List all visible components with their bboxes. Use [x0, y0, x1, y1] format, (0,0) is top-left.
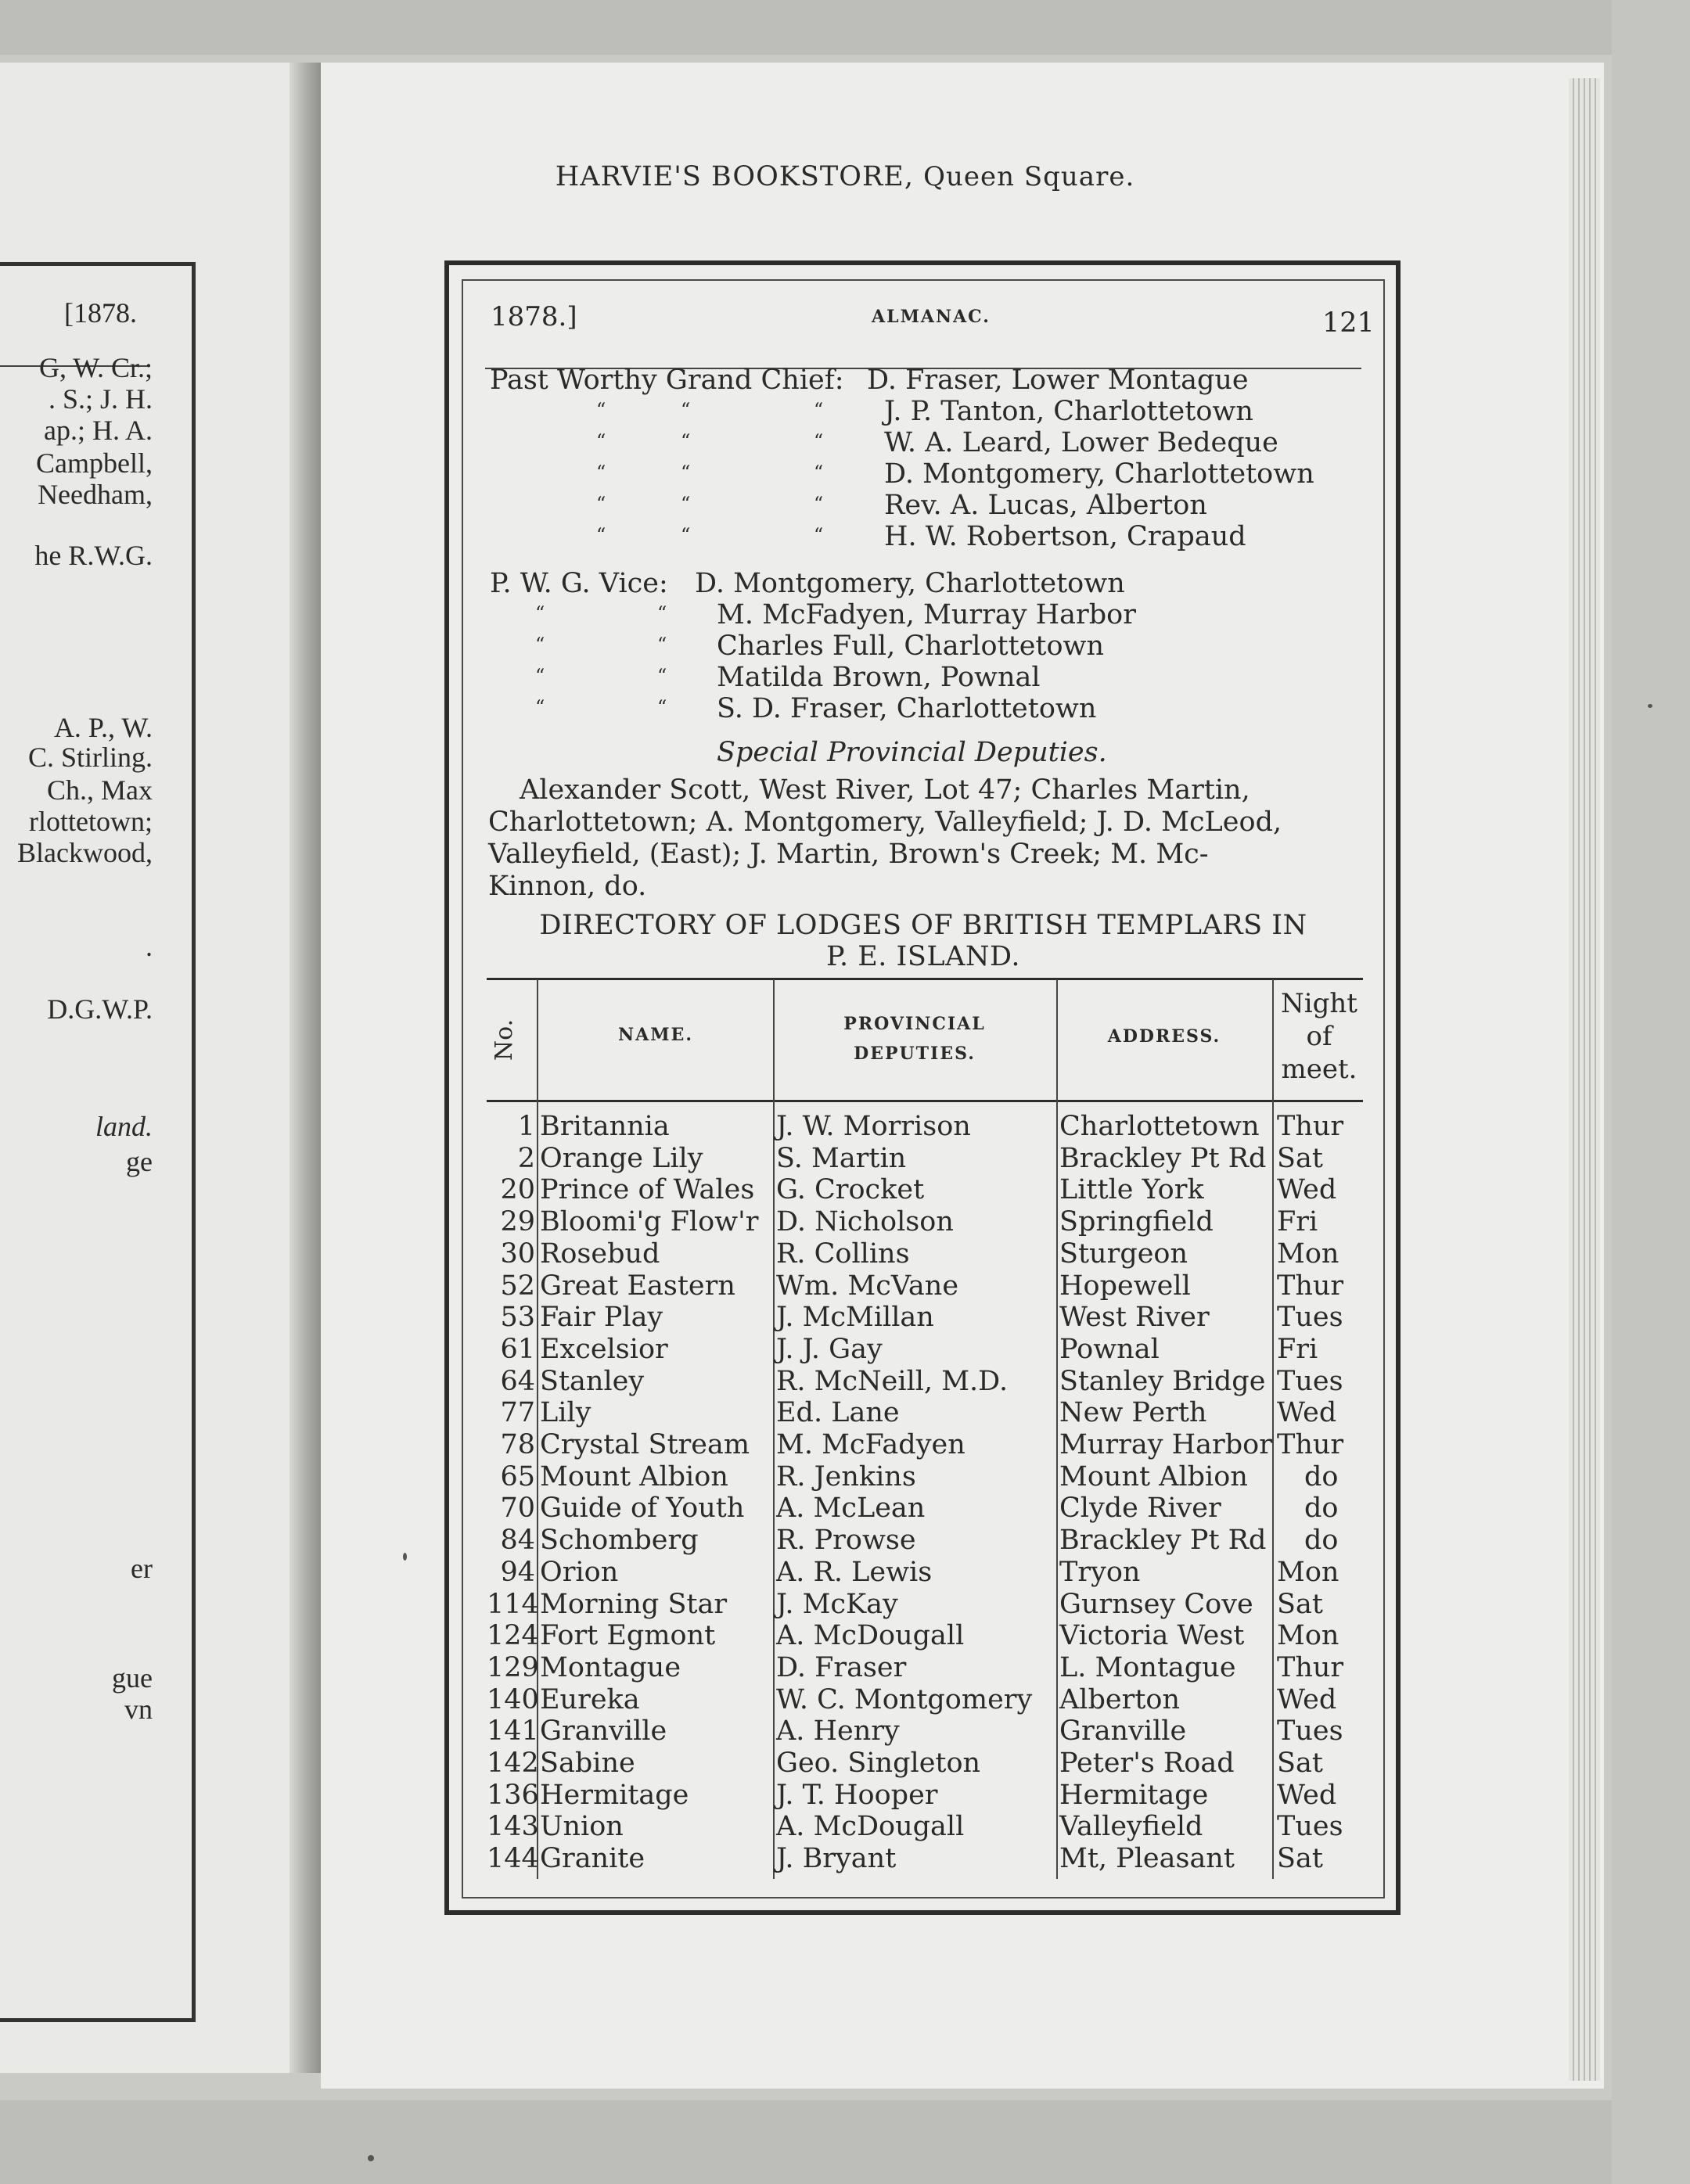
ditto-mark: “: [535, 602, 545, 624]
lodge-name: Britannia: [540, 1111, 670, 1142]
pwgc-name: W. A. Leard, Lower Bedeque: [884, 427, 1278, 458]
left-page-frame: [0, 262, 196, 2022]
lodge-deputy: A. McLean: [776, 1493, 926, 1525]
lodge-number: 78: [500, 1429, 535, 1460]
ditto-mark: “: [814, 524, 824, 546]
lodge-deputy: S. Martin: [776, 1142, 907, 1174]
lodge-deputy: W. C. Montgomery: [776, 1683, 1033, 1715]
lodge-name: Lily: [540, 1397, 592, 1429]
directory-title-line-1: DIRECTORY OF LODGES OF BRITISH TEMPLARS IN: [539, 910, 1307, 941]
lodge-name: Rosebud: [540, 1237, 660, 1270]
table-header-rule: [487, 1100, 1363, 1102]
lodge-meeting-night: Wed: [1277, 1174, 1337, 1206]
table-row: [487, 1238, 1363, 1270]
scan-border-top: [0, 0, 1690, 55]
column-header-address: ADDRESS.: [1107, 1026, 1221, 1047]
lodge-deputy: A. R. Lewis: [776, 1556, 933, 1588]
lodge-address: Gurnsey Cove: [1059, 1588, 1253, 1620]
table-row: [487, 1525, 1363, 1557]
book-gutter: [289, 63, 321, 2073]
lodge-deputy: Ed. Lane: [776, 1397, 900, 1429]
ditto-mark: “: [814, 493, 824, 515]
special-deputies-heading: Special Provincial Deputies.: [717, 737, 1107, 768]
lodge-deputy: Wm. McVane: [776, 1270, 959, 1302]
lodge-deputy: J. J. Gay: [776, 1333, 883, 1365]
lodge-name: Fort Egmont: [540, 1620, 716, 1652]
lodge-address: Sturgeon: [1059, 1237, 1188, 1270]
lodge-meeting-night: Wed: [1277, 1779, 1337, 1811]
lodge-address: Tryon: [1059, 1556, 1141, 1588]
special-deputies-line: Charlottetown; A. Montgomery, Valleyfield; J. D. McLeod,: [488, 806, 1282, 838]
lodge-meeting-night: Mon: [1277, 1556, 1339, 1588]
special-deputies-line: Valleyfield, (East); J. Martin, Brown's Creek; M. Mc-: [488, 839, 1209, 870]
lodge-deputy: D. Nicholson: [776, 1206, 954, 1238]
lodge-address: Brackley Pt Rd: [1059, 1142, 1267, 1174]
ditto-mark: “: [681, 493, 691, 515]
special-deputies-text: [488, 774, 1365, 903]
lodge-deputy: A. McDougall: [776, 1811, 965, 1843]
lodge-meeting-night: Thur: [1277, 1429, 1344, 1460]
scan-speck: [403, 1553, 407, 1561]
lodge-deputy: R. McNeill, M.D.: [776, 1365, 1009, 1397]
ditto-mark: “: [681, 399, 691, 421]
lodge-address: New Perth: [1059, 1397, 1207, 1429]
table-row: [487, 1748, 1363, 1780]
ditto-mark: “: [814, 462, 824, 483]
left-page-year: [1878.: [64, 297, 137, 329]
left-page-line: ge: [126, 1146, 153, 1177]
column-header-night-line: Night: [1281, 988, 1357, 1019]
table-row: [487, 1811, 1363, 1843]
lodge-name: Great Eastern: [540, 1270, 735, 1302]
lodge-meeting-night: Fri: [1277, 1333, 1318, 1365]
ditto-mark: “: [657, 696, 667, 718]
lodge-deputy: J. McKay: [776, 1588, 898, 1620]
lodge-meeting-night: Wed: [1277, 1397, 1337, 1429]
lodge-meeting-night: Tues: [1277, 1365, 1343, 1397]
left-page-line: .: [146, 931, 153, 962]
page-number: 121: [1322, 307, 1375, 339]
lodge-number: 143: [487, 1811, 539, 1843]
lodge-name: Sabine: [540, 1748, 635, 1779]
lodge-name: Orange Lily: [540, 1142, 703, 1174]
lodge-name: Orion: [540, 1556, 619, 1588]
table-row: [487, 1461, 1363, 1493]
lodge-deputy: J. Bryant: [776, 1843, 897, 1875]
lodge-number: 141: [487, 1715, 539, 1748]
special-deputies-line: Kinnon, do.: [488, 871, 647, 902]
lodge-meeting-night: Tues: [1277, 1811, 1343, 1843]
lodge-name: Mount Albion: [540, 1460, 728, 1493]
lodge-number: 70: [500, 1493, 535, 1525]
left-page-line: G, W. Cr.;: [38, 352, 153, 383]
lodge-meeting-night: do: [1304, 1493, 1339, 1525]
lodge-meeting-night: Sat: [1277, 1142, 1323, 1174]
column-header-deputies: [775, 1009, 1055, 1069]
table-row: [487, 1366, 1363, 1398]
lodge-number: 84: [500, 1525, 535, 1557]
lodge-name: Guide of Youth: [540, 1493, 745, 1525]
page-title: ALMANAC.: [872, 307, 991, 327]
lodge-meeting-night: Thur: [1277, 1651, 1344, 1683]
ditto-mark: “: [535, 634, 545, 656]
ditto-mark: “: [657, 602, 667, 624]
lodge-address: Hopewell: [1059, 1270, 1191, 1302]
lodge-meeting-night: Sat: [1277, 1588, 1323, 1620]
left-page-line: Blackwood,: [17, 837, 153, 868]
lodge-number: 30: [500, 1237, 535, 1270]
table-row: [487, 1780, 1363, 1812]
lodge-address: Springfield: [1059, 1206, 1214, 1238]
table-row: [487, 1620, 1363, 1652]
column-header-deputies-line: PROVINCIAL: [843, 1014, 986, 1034]
table-row: [487, 1557, 1363, 1589]
pwgc-name: Rev. A. Lucas, Alberton: [884, 490, 1207, 521]
lodge-number: 144: [487, 1843, 539, 1875]
column-header-no: No.: [491, 1018, 519, 1061]
ditto-mark: “: [535, 696, 545, 718]
lodge-number: 20: [500, 1174, 535, 1206]
pwg-vice-name: S. D. Fraser, Charlottetown: [717, 693, 1097, 724]
directory-title: [485, 910, 1361, 972]
lodge-number: 1: [517, 1111, 535, 1142]
lodge-address: Brackley Pt Rd: [1059, 1525, 1267, 1557]
lodge-name: Hermitage: [540, 1779, 689, 1811]
left-page-line: Campbell,: [36, 447, 153, 479]
left-page-line: rlottetown;: [29, 806, 153, 837]
lodge-number: 65: [500, 1460, 535, 1493]
table-top-rule: [487, 978, 1363, 980]
table-row: [487, 1206, 1363, 1238]
lodge-number: 142: [487, 1748, 539, 1779]
left-page-line: vn: [124, 1694, 153, 1725]
lodge-name: Fair Play: [540, 1302, 663, 1334]
pwgc-name: J. P. Tanton, Charlottetown: [884, 396, 1253, 427]
lodge-number: 140: [487, 1683, 539, 1715]
scan-border-bottom: [0, 2100, 1690, 2184]
lodge-address: L. Montague: [1059, 1651, 1236, 1683]
lodge-number: 52: [500, 1270, 535, 1302]
lodge-address: Murray Harbor: [1059, 1429, 1272, 1460]
directory-title-line-2: P. E. ISLAND.: [826, 941, 1020, 972]
table-row: [487, 1715, 1363, 1748]
lodge-number: 61: [500, 1333, 535, 1365]
ditto-mark: “: [596, 493, 606, 515]
lodge-meeting-night: Tues: [1277, 1302, 1343, 1334]
lodge-address: Alberton: [1059, 1683, 1180, 1715]
lodge-meeting-night: Tues: [1277, 1715, 1343, 1748]
ditto-mark: “: [681, 462, 691, 483]
ditto-mark: “: [681, 430, 691, 452]
table-row: [487, 1589, 1363, 1621]
table-row: [487, 1174, 1363, 1206]
column-header-deputies-line: DEPUTIES.: [854, 1044, 976, 1064]
page-edges: [1569, 78, 1600, 2081]
ditto-mark: “: [681, 524, 691, 546]
table-row: [487, 1270, 1363, 1302]
pwgc-name: D. Fraser, Lower Montague: [867, 365, 1249, 396]
lodge-meeting-night: do: [1304, 1525, 1339, 1557]
pwgc-name: D. Montgomery, Charlottetown: [884, 458, 1314, 490]
table-row: [487, 1143, 1363, 1175]
lodge-address: Hermitage: [1059, 1779, 1209, 1811]
lodge-deputy: R. Prowse: [776, 1525, 916, 1557]
table-row: [487, 1397, 1363, 1429]
lodge-name: Granite: [540, 1843, 645, 1875]
lodge-deputy: Geo. Singleton: [776, 1748, 981, 1779]
left-page-line: gue: [112, 1662, 153, 1694]
running-head-place: Queen Square.: [923, 161, 1135, 192]
lodge-name: Stanley: [540, 1365, 645, 1397]
pwg-vice-name: D. Montgomery, Charlottetown: [695, 568, 1125, 599]
lodge-meeting-night: Sat: [1277, 1748, 1323, 1779]
lodge-name: Montague: [540, 1651, 681, 1683]
lodge-meeting-night: Fri: [1277, 1206, 1318, 1238]
lodge-deputy: M. McFadyen: [776, 1429, 965, 1460]
lodge-number: 114: [487, 1588, 539, 1620]
special-deputies-line: Alexander Scott, West River, Lot 47; Charles Martin,: [520, 774, 1250, 806]
left-page-line: . S.; J. H.: [48, 383, 153, 415]
table-row: [487, 1684, 1363, 1716]
left-page-line: land.: [95, 1111, 153, 1142]
lodge-deputy: A. Henry: [776, 1715, 900, 1748]
lodge-name: Bloomi'g Flow'r: [540, 1206, 759, 1238]
running-head: [0, 161, 1690, 192]
lodge-address: Granville: [1059, 1715, 1187, 1748]
lodge-address: Valleyfield: [1059, 1811, 1203, 1843]
lodge-meeting-night: Wed: [1277, 1683, 1337, 1715]
lodge-deputy: J. W. Morrison: [776, 1111, 971, 1142]
lodge-deputy: D. Fraser: [776, 1651, 907, 1683]
pwg-vice-name: M. McFadyen, Murray Harbor: [717, 599, 1136, 630]
left-page: [0, 63, 313, 2073]
lodge-meeting-night: Mon: [1277, 1237, 1339, 1270]
scan-border-right: [1612, 0, 1690, 2184]
lodge-deputy: J. T. Hooper: [776, 1779, 938, 1811]
lodge-name: Excelsior: [540, 1333, 668, 1365]
left-page-line: D.G.W.P.: [47, 993, 153, 1025]
lodge-number: 136: [487, 1779, 539, 1811]
lodge-address: Charlottetown: [1059, 1111, 1260, 1142]
ditto-mark: “: [657, 665, 667, 687]
lodge-number: 94: [500, 1556, 535, 1588]
lodge-meeting-night: Thur: [1277, 1270, 1344, 1302]
lodge-deputy: A. McDougall: [776, 1620, 965, 1652]
ditto-mark: “: [596, 399, 606, 421]
ditto-mark: “: [814, 399, 824, 421]
lodge-address: Clyde River: [1059, 1493, 1221, 1525]
scan-speck: [1648, 704, 1652, 708]
left-page-line: A. P., W.: [53, 712, 153, 743]
lodge-address: Stanley Bridge: [1059, 1365, 1266, 1397]
lodge-name: Eureka: [540, 1683, 640, 1715]
lodge-address: Pownal: [1059, 1333, 1160, 1365]
lodge-deputy: J. McMillan: [776, 1302, 934, 1334]
table-row: [487, 1429, 1363, 1461]
lodge-address: Little York: [1059, 1174, 1204, 1206]
lodge-number: 129: [487, 1651, 539, 1683]
left-page-line: Ch., Max: [47, 774, 153, 806]
lodge-name: Crystal Stream: [540, 1429, 750, 1460]
lodge-address: Victoria West: [1059, 1620, 1245, 1652]
lodge-address: Mt, Pleasant: [1059, 1843, 1235, 1875]
table-row: [487, 1493, 1363, 1525]
lodge-number: 77: [500, 1397, 535, 1429]
pwg-vice-name: Charles Full, Charlottetown: [717, 630, 1105, 662]
lodge-meeting-night: do: [1304, 1460, 1339, 1493]
column-header-name: NAME.: [618, 1025, 693, 1045]
lodge-deputy: G. Crocket: [776, 1174, 925, 1206]
lodge-name: Prince of Wales: [540, 1174, 755, 1206]
lodge-name: Granville: [540, 1715, 667, 1748]
left-page-line: he R.W.G.: [34, 540, 153, 571]
lodge-address: Peter's Road: [1059, 1748, 1235, 1779]
table-row: [487, 1843, 1363, 1875]
lodge-deputy: R. Jenkins: [776, 1460, 916, 1493]
column-header-night-line: meet.: [1281, 1054, 1357, 1085]
pwg-vice-name: Matilda Brown, Pownal: [717, 662, 1041, 693]
lodge-address: West River: [1059, 1302, 1210, 1334]
ditto-mark: “: [814, 430, 824, 452]
table-row: [487, 1652, 1363, 1684]
lodge-meeting-night: Mon: [1277, 1620, 1339, 1652]
lodge-number: 53: [500, 1302, 535, 1334]
lodge-address: Mount Albion: [1059, 1460, 1248, 1493]
pwgc-name: H. W. Robertson, Crapaud: [884, 521, 1246, 552]
table-row: [487, 1111, 1363, 1143]
ditto-mark: “: [657, 634, 667, 656]
scan-speck: [368, 2155, 374, 2161]
ditto-mark: “: [596, 430, 606, 452]
lodge-number: 2: [517, 1142, 535, 1174]
lodge-meeting-night: Thur: [1277, 1111, 1344, 1142]
left-page-line: C. Stirling.: [27, 742, 153, 773]
lodge-name: Union: [540, 1811, 624, 1843]
ditto-mark: “: [596, 462, 606, 483]
left-page-line: Needham,: [38, 479, 153, 510]
lodge-name: Schomberg: [540, 1525, 699, 1557]
lodge-number: 29: [500, 1206, 535, 1238]
pwg-vice-label: P. W. G. Vice:: [490, 568, 668, 599]
table-row: [487, 1302, 1363, 1334]
table-row: [487, 1334, 1363, 1366]
lodge-meeting-night: Sat: [1277, 1843, 1323, 1875]
left-page-line: ap.; H. A.: [44, 415, 153, 446]
running-head-main: HARVIE'S BOOKSTORE,: [555, 161, 914, 192]
lodge-deputy: R. Collins: [776, 1237, 910, 1270]
column-header-night: [1275, 987, 1363, 1086]
lodge-number: 64: [500, 1365, 535, 1397]
ditto-mark: “: [596, 524, 606, 546]
lodge-number: 124: [487, 1620, 539, 1652]
lodge-name: Morning Star: [540, 1588, 728, 1620]
ditto-mark: “: [535, 665, 545, 687]
page-year: 1878.]: [491, 301, 577, 332]
left-page-line: er: [131, 1553, 153, 1584]
column-header-night-line: of: [1306, 1021, 1332, 1052]
pwgc-label: Past Worthy Grand Chief:: [490, 365, 844, 396]
